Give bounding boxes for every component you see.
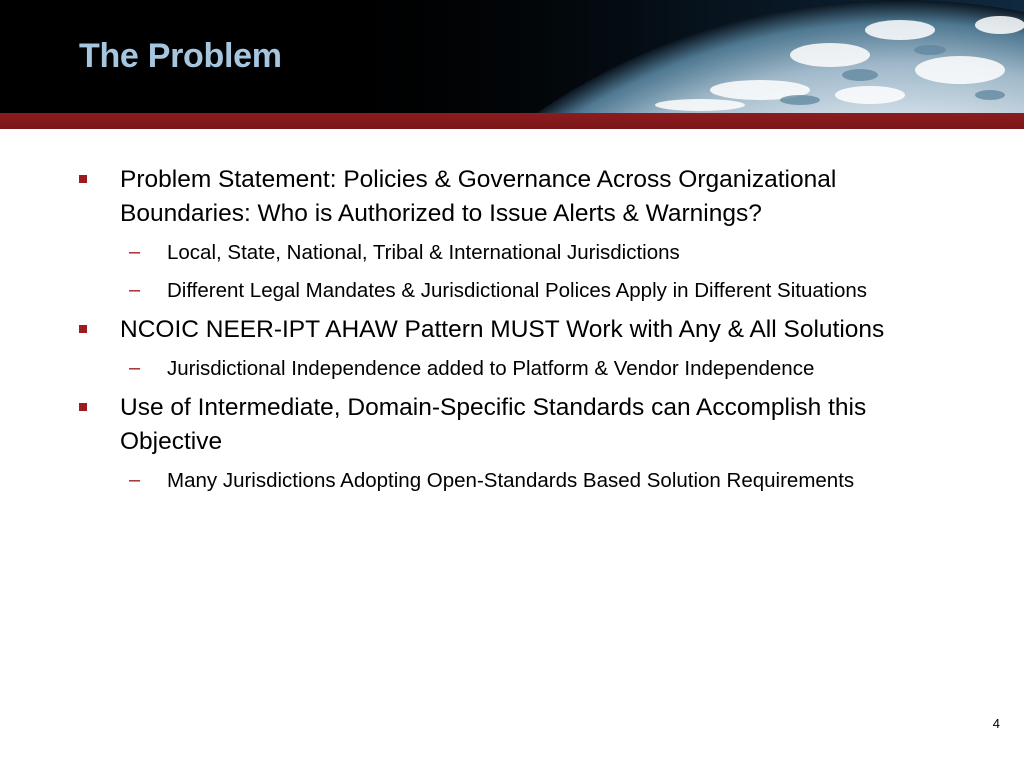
slide-title: The Problem xyxy=(79,37,282,75)
sub-bullet-text: Different Legal Mandates & Jurisdictional Polices Apply in Different Situations xyxy=(167,279,868,302)
square-bullet-icon xyxy=(79,325,87,333)
dash-bullet-icon: – xyxy=(129,357,141,379)
bullet-text: Use of Intermediate, Domain-Specific Standards can Accomplish this Objective xyxy=(120,394,867,455)
bullet-item xyxy=(0,313,1024,347)
square-bullet-icon xyxy=(79,403,87,411)
sub-bullet-item xyxy=(0,353,1024,384)
sub-bullet-text: Many Jurisdictions Adopting Open-Standards Based Solution Requirements xyxy=(167,469,855,492)
bullet-item xyxy=(0,391,1024,459)
dash-bullet-icon: – xyxy=(129,279,141,301)
square-bullet-icon xyxy=(79,175,87,183)
bullet-text: Problem Statement: Policies & Governance Across Organizational Boundaries: Who is Authorized to Issue Alerts & Warnings? xyxy=(120,166,837,227)
red-accent-band xyxy=(0,113,1024,129)
sub-bullet-text: Jurisdictional Independence added to Platform & Vendor Independence xyxy=(167,357,815,380)
dash-bullet-icon: – xyxy=(129,241,141,263)
sub-bullet-item xyxy=(0,237,1024,268)
bullet-list xyxy=(0,163,1024,503)
sub-bullet-item xyxy=(0,465,1024,496)
bullet-text: NCOIC NEER-IPT AHAW Pattern MUST Work with Any & All Solutions xyxy=(120,316,885,343)
sub-bullet-item xyxy=(0,275,1024,306)
dash-bullet-icon: – xyxy=(129,469,141,491)
bullet-item xyxy=(0,163,1024,231)
header-banner xyxy=(0,0,1024,113)
page-number: 4 xyxy=(992,716,1000,731)
sub-bullet-text: Local, State, National, Tribal & International Jurisdictions xyxy=(167,241,680,264)
